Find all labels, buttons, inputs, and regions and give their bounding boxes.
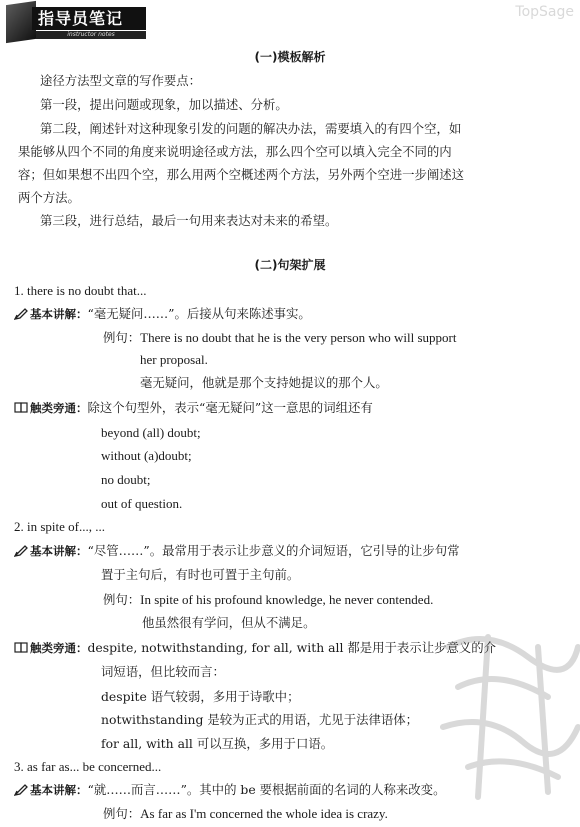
item2-extend-item-2: notwithstanding 是较为正式的用语，尤见于法律语体；: [101, 712, 419, 727]
section1-line-1: 途径方法型文章的写作要点：: [40, 73, 202, 88]
book-icon: [14, 641, 28, 654]
pen-icon: [14, 783, 28, 796]
item1-extend-item-1: beyond (all) doubt;: [101, 425, 201, 440]
item2-basic-tag: 基本讲解：: [30, 544, 88, 558]
item1-basic-tag: 基本讲解：: [30, 307, 88, 321]
item1-example-en-2: her proposal.: [140, 352, 208, 367]
item3-basic-tag: 基本讲解：: [30, 783, 88, 797]
item1-example-en-1: There is no doubt that he is the very person who will support: [140, 330, 457, 345]
item3-example: [103, 805, 388, 823]
item2-extend-item-3: for all, with all 可以互换，多用于口语。: [101, 736, 334, 751]
item1-basic: [14, 305, 311, 323]
page-header: [0, 0, 580, 44]
section1-line-7: 第三段，进行总结，最后一句用来表达对未来的希望。: [40, 213, 338, 228]
item1-basic-text: “毫无疑问……”。后接从句来陈述事实。: [87, 306, 311, 321]
section2-title: (二)句架扩展: [254, 258, 326, 272]
section1-line-2: 第一段，提出问题或现象，加以描述、分析。: [40, 97, 288, 112]
logo-title: 指导员笔记: [32, 7, 146, 30]
item3-basic-text: “就……而言……”。其中的 be 要根据前面的名词的人称来改变。: [87, 782, 446, 797]
item2-extend-tag: 触类旁通：: [30, 641, 88, 655]
item2-basic: [14, 542, 460, 560]
pen-icon: [14, 307, 28, 320]
section1-title: (一)模板解析: [254, 50, 326, 64]
item1-extend-tag: 触类旁通：: [30, 401, 88, 415]
item2-heading: 2. in spite of..., ...: [14, 519, 105, 534]
item1-heading: 1. there is no doubt that...: [14, 283, 147, 298]
logo-subtitle: instructor notes: [36, 31, 146, 39]
item3-example-tag: 例句：: [103, 806, 141, 821]
item3-example-en: As far as I'm concerned the whole idea is crazy.: [140, 806, 388, 821]
section1-line-5: 容；但如果想不出四个空，那么用两个空概述两个方法，另外两个空进一步阐述这: [18, 167, 465, 182]
header-logo: [6, 3, 154, 41]
item2-example: [103, 591, 433, 609]
item1-extend: [14, 399, 373, 417]
item2-extend-item-1: despite 语气较弱，多用于诗歌中；: [101, 689, 300, 704]
stamp-watermark-icon: [428, 617, 580, 807]
pen-icon: [14, 544, 28, 557]
item2-extend-text-2: 词短语，但比较而言：: [101, 664, 225, 679]
item1-example-cn: 毫无疑问，他就是那个支持她提议的那个人。: [140, 375, 388, 390]
item2-extend: [14, 639, 496, 657]
book-icon: [14, 401, 28, 414]
item2-example-cn: 他虽然很有学问，但从不满足。: [142, 615, 316, 630]
item1-extend-item-3: no doubt;: [101, 472, 151, 487]
item1-example: [103, 329, 456, 347]
item2-example-en: In spite of his profound knowledge, he never contended.: [140, 592, 434, 607]
item1-extend-item-2: without (a)doubt;: [101, 448, 192, 463]
item3-heading: 3. as far as... be concerned...: [14, 759, 162, 774]
item1-extend-text: 除这个句型外，表示“毫无疑问”这一意思的词组还有: [87, 400, 373, 415]
item2-basic-text-1: “尽管……”。最常用于表示让步意义的介词短语，它引导的让步句常: [87, 543, 460, 558]
item2-extend-text-1: despite, notwithstanding, for all, with all 都是用于表示让步意义的介: [87, 640, 497, 655]
section1-line-3: 第二段，阐述针对这种现象引发的问题的解决办法，需要填入的有四个空，如: [40, 121, 462, 136]
watermark-text: TopSage: [515, 4, 574, 20]
section1-line-6: 两个方法。: [18, 190, 80, 205]
item2-basic-text-2: 置于主句后，有时也可置于主句前。: [101, 567, 300, 582]
section1-line-4: 果能够从四个不同的角度来说明途径或方法，那么四个空可以填入完全不同的内: [18, 144, 452, 159]
item1-extend-item-4: out of question.: [101, 496, 183, 511]
item2-example-tag: 例句：: [103, 592, 141, 607]
item3-basic: [14, 781, 445, 799]
item1-example-tag: 例句：: [103, 330, 141, 345]
